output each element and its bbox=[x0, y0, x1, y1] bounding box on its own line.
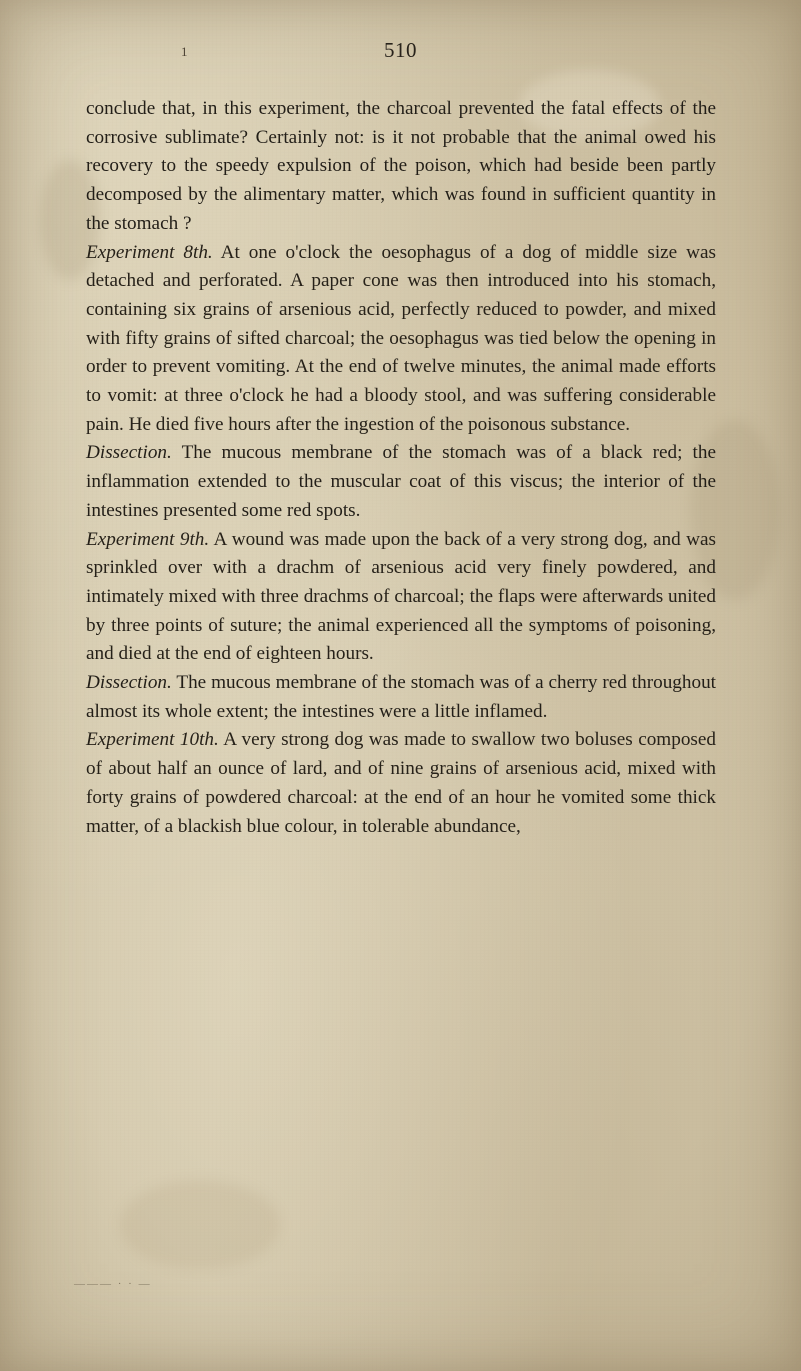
section-lead-in: Experiment 8th. bbox=[86, 241, 213, 263]
paper-smudge-bottom bbox=[120, 1180, 280, 1270]
paragraph-4: Experiment 9th. A wound was made upon the back of a very strong dog, and was sprinkled over with a drachm of arsenious acid very finely powdered, and intimately mixed with three drachms of charcoal; the flaps were afterwards united by three points of suture; the animal experienced all the symptoms of poisoning, and died at the end of eighteen hours. bbox=[86, 528, 716, 665]
section-lead-in: Experiment 10th. bbox=[86, 729, 219, 751]
section-lead-in: Dissection. bbox=[86, 672, 172, 694]
page-bottom-marks: ——— · · — bbox=[74, 1278, 152, 1290]
page-number-value: 510 bbox=[384, 38, 417, 62]
paragraph-5: Dissection. The mucous membrane of the stomach was of a cherry red throughout almost its whole extent; the intestines were a little inflamed. bbox=[86, 672, 716, 722]
paragraph-6: Experiment 10th. A very strong dog was made to swallow two boluses composed of about half an ounce of lard, and of nine grains of arsenious acid, mixed with forty grains of powdered charcoal: at the end of an hour he vomited some thick matter, of a blackish blue colour, in tolerable abundance, bbox=[86, 729, 716, 837]
body-text bbox=[86, 95, 716, 841]
section-lead-in: Experiment 9th. bbox=[86, 528, 210, 550]
page-number bbox=[0, 38, 801, 63]
margin-tick-mark: 1 bbox=[181, 44, 188, 59]
section-lead-in: Dissection. bbox=[86, 442, 172, 464]
paragraph-2: Experiment 8th. At one o'clock the oesophagus of a dog of middle size was detached and perforated. A paper cone was then introduced into his stomach, containing six grains of arsenious acid, perfectly reduced to powder, and mixed with fifty grains of sifted charcoal; the oesophagus was tied below the opening in order to prevent vomiting. At the end of twelve minutes, the animal made efforts to vomit: at three o'clock he had a bloody stool, and was suffering considerable pain. He died five hours after the ingestion of the poisonous substance. bbox=[86, 241, 716, 435]
paragraph-3: Dissection. The mucous membrane of the stomach was of a black red; the inflammation extended to the muscular coat of this viscus; the interior of the intestines presented some red spots. bbox=[86, 442, 716, 521]
paragraph-1: conclude that, in this experiment, the charcoal prevented the fatal effects of the corrosive sublimate? Certainly not: is it not probable that the animal owed his recovery to the speedy expulsion of the poison, which had beside been partly decomposed by the alimentary matter, which was found in sufficient quantity in the stomach ? bbox=[86, 98, 716, 234]
